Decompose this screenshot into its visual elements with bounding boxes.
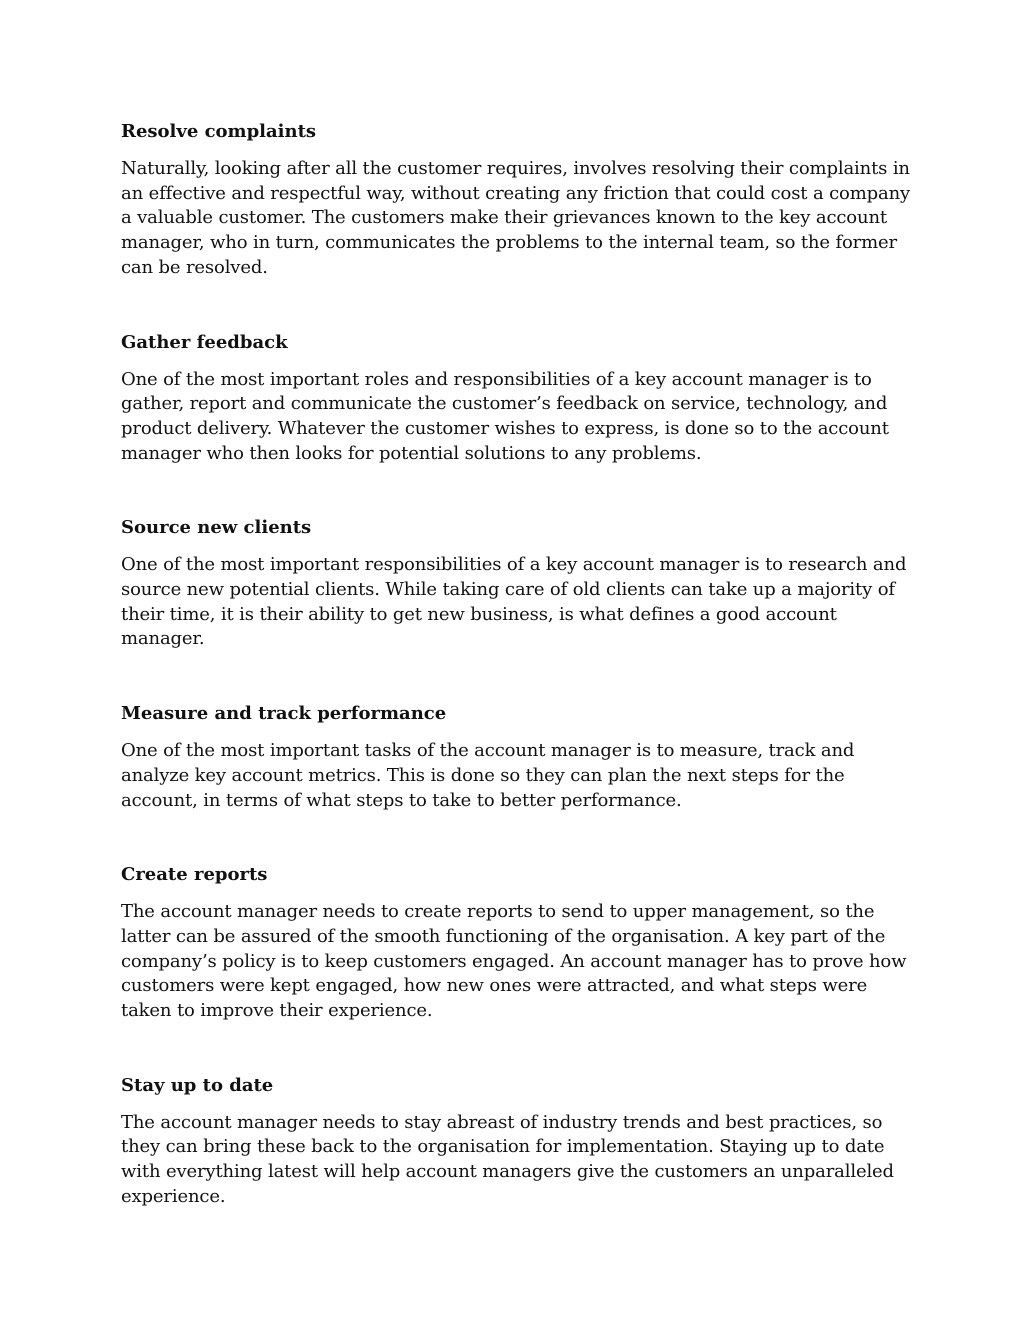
section-heading: Measure and track performance: [121, 703, 447, 725]
section-body: One of the most important roles and responsibilities of a key account manager is to gather, report and communicate the customer’s feedback on service, technology, and product delivery. Whatever the customer wishes to express, is done so to the account manager who then looks for potential solutions to any problems.: [121, 368, 889, 464]
section-resolve-complaints: [121, 120, 911, 281]
section-gather-feedback: [121, 331, 911, 467]
section-body: The account manager needs to create reports to send to upper management, so the latter can be assured of the smooth functioning of the organisation. A key part of the company’s policy is to keep customers engaged. An account manager has to prove how customers were kept engaged, how new ones were attracted, and what steps were taken to improve their experience.: [121, 901, 907, 1022]
section-body: The account manager needs to stay abreast of industry trends and best practices, so they can bring these back to the organisation for implementation. Staying up to date with everything latest will help account managers give the customers an unparalleled experience.: [121, 1111, 894, 1207]
section-create-reports: [121, 863, 911, 1024]
section-source-new-clients: [121, 516, 911, 652]
section-heading: Source new clients: [121, 517, 312, 539]
section-measure-track-performance: [121, 702, 911, 813]
section-body: One of the most important responsibilities of a key account manager is to research and source new potential clients. While taking care of old clients can take up a majority of their time, it is their ability to get new business, is what defines a good account manager.: [121, 554, 907, 650]
section-body: Naturally, looking after all the customer requires, involves resolving their complaints in an effective and respectful way, without creating any friction that could cost a company a valuable customer. The customers make their grievances known to the key account manager, who in turn, communicates the problems to the internal team, so the former can be resolved.: [121, 158, 911, 278]
document-page: [121, 120, 911, 1210]
section-heading: Create reports: [121, 864, 268, 886]
section-heading: Stay up to date: [121, 1074, 274, 1096]
section-heading: Gather feedback: [121, 331, 288, 353]
section-heading: Resolve complaints: [121, 121, 317, 142]
section-body: One of the most important tasks of the account manager is to measure, track and analyze key account metrics. This is done so they can plan the next steps for the account, in terms of what steps to take to better performance.: [121, 740, 855, 811]
section-stay-up-to-date: [121, 1074, 911, 1210]
